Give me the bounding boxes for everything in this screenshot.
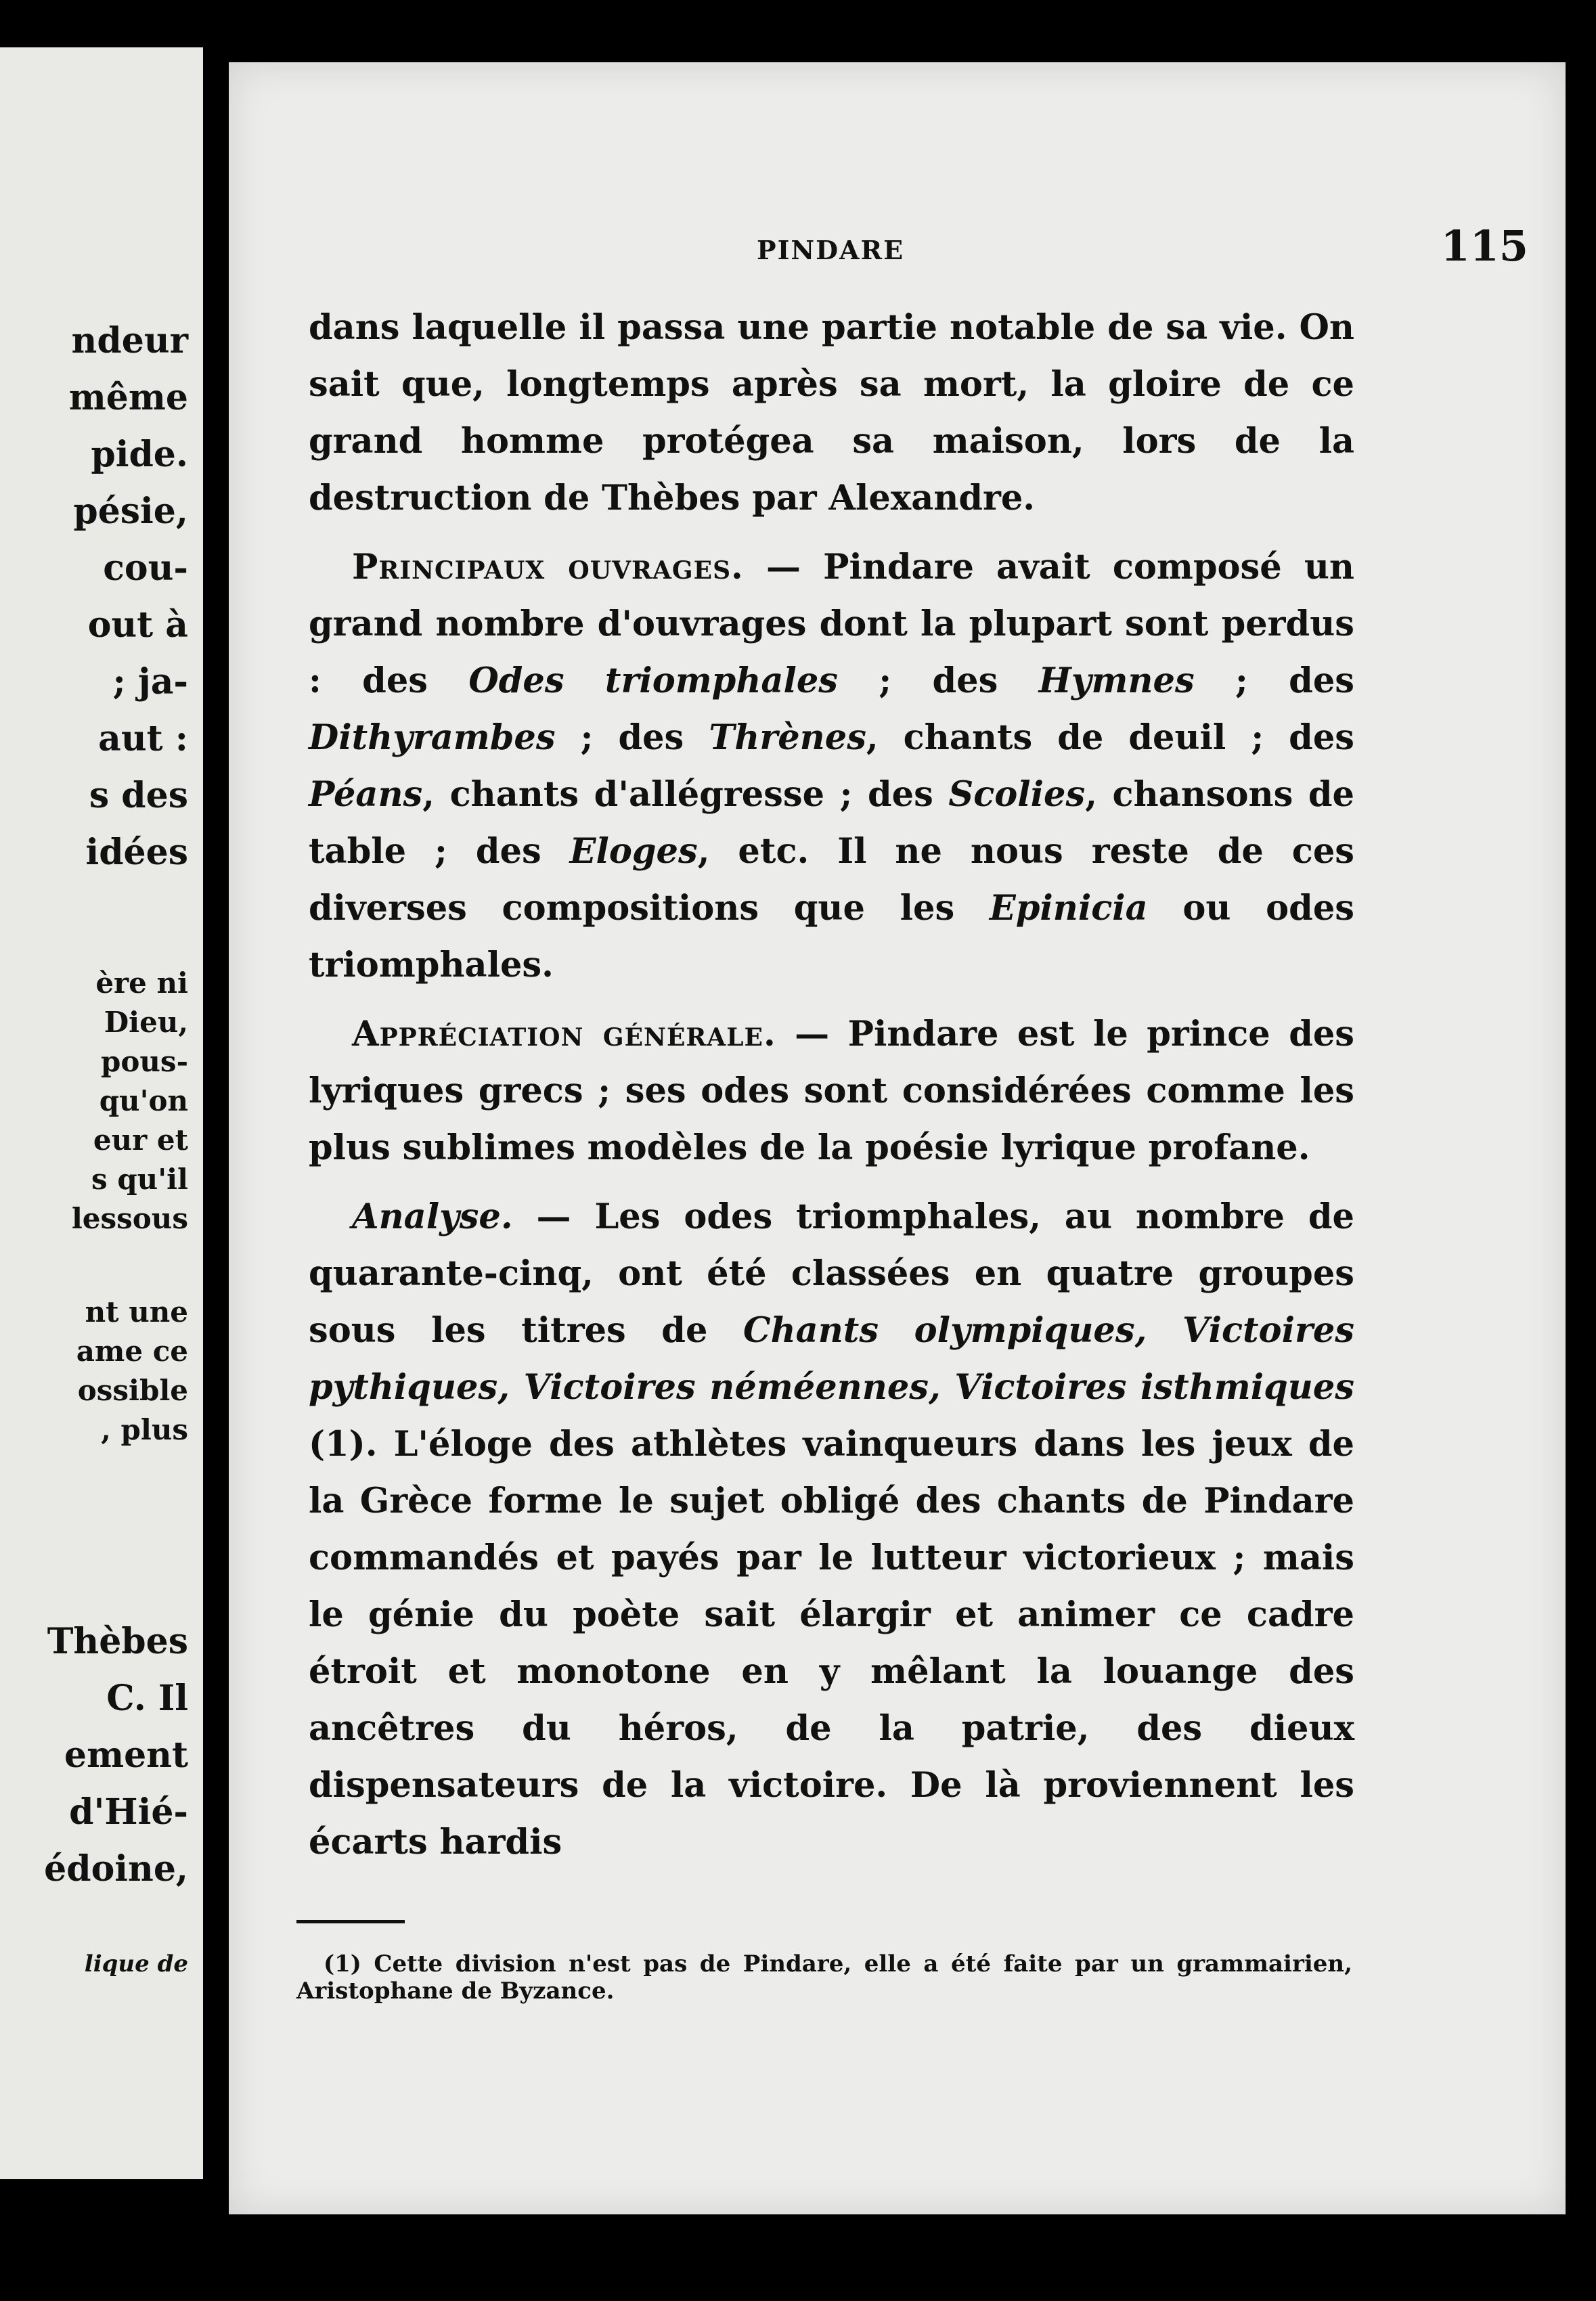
footnote: (1) Cette division n'est pas de Pindare, elle a été faite par un grammairien, Aristophane de Byzance. xyxy=(296,1950,1352,2005)
left-page-line: eur et xyxy=(93,1123,188,1157)
book-page xyxy=(229,62,1566,2214)
page-header xyxy=(229,221,1566,275)
left-page-line: , plus xyxy=(101,1413,188,1446)
left-page-line: cou- xyxy=(103,548,188,589)
left-page-line: ; ja- xyxy=(112,661,188,702)
left-page-line: s qu'il xyxy=(91,1163,188,1196)
left-page-line: aut : xyxy=(98,718,188,759)
footnote-rule xyxy=(296,1920,405,1923)
left-page-fragment xyxy=(0,47,203,2179)
left-page-line: d'Hié- xyxy=(69,1791,188,1833)
section-heading: Analyse. xyxy=(352,1197,513,1237)
paragraph-appreciation-generale: Appréciation générale. — Pindare est le prince des lyriques grecs ; ses odes sont considérées comme les plus sublimes modèles de la poésie lyrique profane. xyxy=(309,1014,1355,1168)
left-page-line: pide. xyxy=(91,434,188,475)
left-page-line: C. Il xyxy=(106,1678,188,1719)
left-page-line: idées xyxy=(85,832,188,873)
paragraph-continuation: dans laquelle il passa une partie notable de sa vie. On sait que, longtemps après sa mort, la gloire de ce grand homme protégea sa maison, lors de la destruction de Thèbes par Alexandre. xyxy=(309,307,1354,518)
left-page-line: lessous xyxy=(71,1202,188,1235)
left-page-line: ndeur xyxy=(71,320,188,361)
left-page-line: qu'on xyxy=(99,1084,188,1117)
body-text xyxy=(309,299,1354,1871)
left-page-line: Thèbes xyxy=(47,1621,188,1662)
left-page-line: s des xyxy=(89,775,188,816)
paragraph-analyse: Analyse. — Les odes triomphales, au nombre de quarante-cinq, ont été classées en quatre groupes sous les titres de Chants olympiques, Victoires pythiques, Victoires néméennes, Victoires isthmiques (1). L'éloge des athlètes vainqueurs dans les jeux de la Grèce forme le sujet obligé des chants de Pindare commandés et payés par le lutteur victorieux ; mais le génie du poète sait élargir et animer ce cadre étroit et monotone en y mêlant la louange des ancêtres du héros, de la patrie, des dieux dispensateurs de la victoire. De là proviennent les écarts hardis xyxy=(309,1197,1354,1862)
left-page-line: ossible xyxy=(77,1374,188,1407)
page-number: 115 xyxy=(1440,221,1528,271)
left-page-line: ame ce xyxy=(76,1335,188,1368)
section-heading: Principaux ouvrages. xyxy=(352,547,744,587)
running-title: PINDARE xyxy=(757,235,905,265)
left-page-line: édoine, xyxy=(44,1848,188,1890)
left-page-line: pous- xyxy=(101,1045,188,1078)
left-page-line: lique de xyxy=(84,1950,188,1978)
left-page-line: ère ni xyxy=(95,966,188,1000)
left-page-line: ement xyxy=(64,1735,188,1776)
left-page-line: nt une xyxy=(85,1295,188,1328)
left-page-line: même xyxy=(68,377,188,418)
left-page-line: out à xyxy=(87,604,188,646)
paragraph-principaux-ouvrages: Principaux ouvrages. — Pindare avait composé un grand nombre d'ouvrages dont la plupart sont perdus : des Odes triomphales ; des Hymnes ; des Dithyrambes ; des Thrènes, chants de deuil ; des Péans, chants d'allégresse ; des Scolies, chansons de table ; des Eloges, etc. Il ne nous reste de ces diverses compositions que les Epinicia ou odes triomphales. xyxy=(309,547,1355,985)
left-page-line: pésie, xyxy=(73,491,188,532)
section-heading: Appréciation générale. xyxy=(352,1014,776,1054)
left-page-line: Dieu, xyxy=(104,1006,188,1039)
